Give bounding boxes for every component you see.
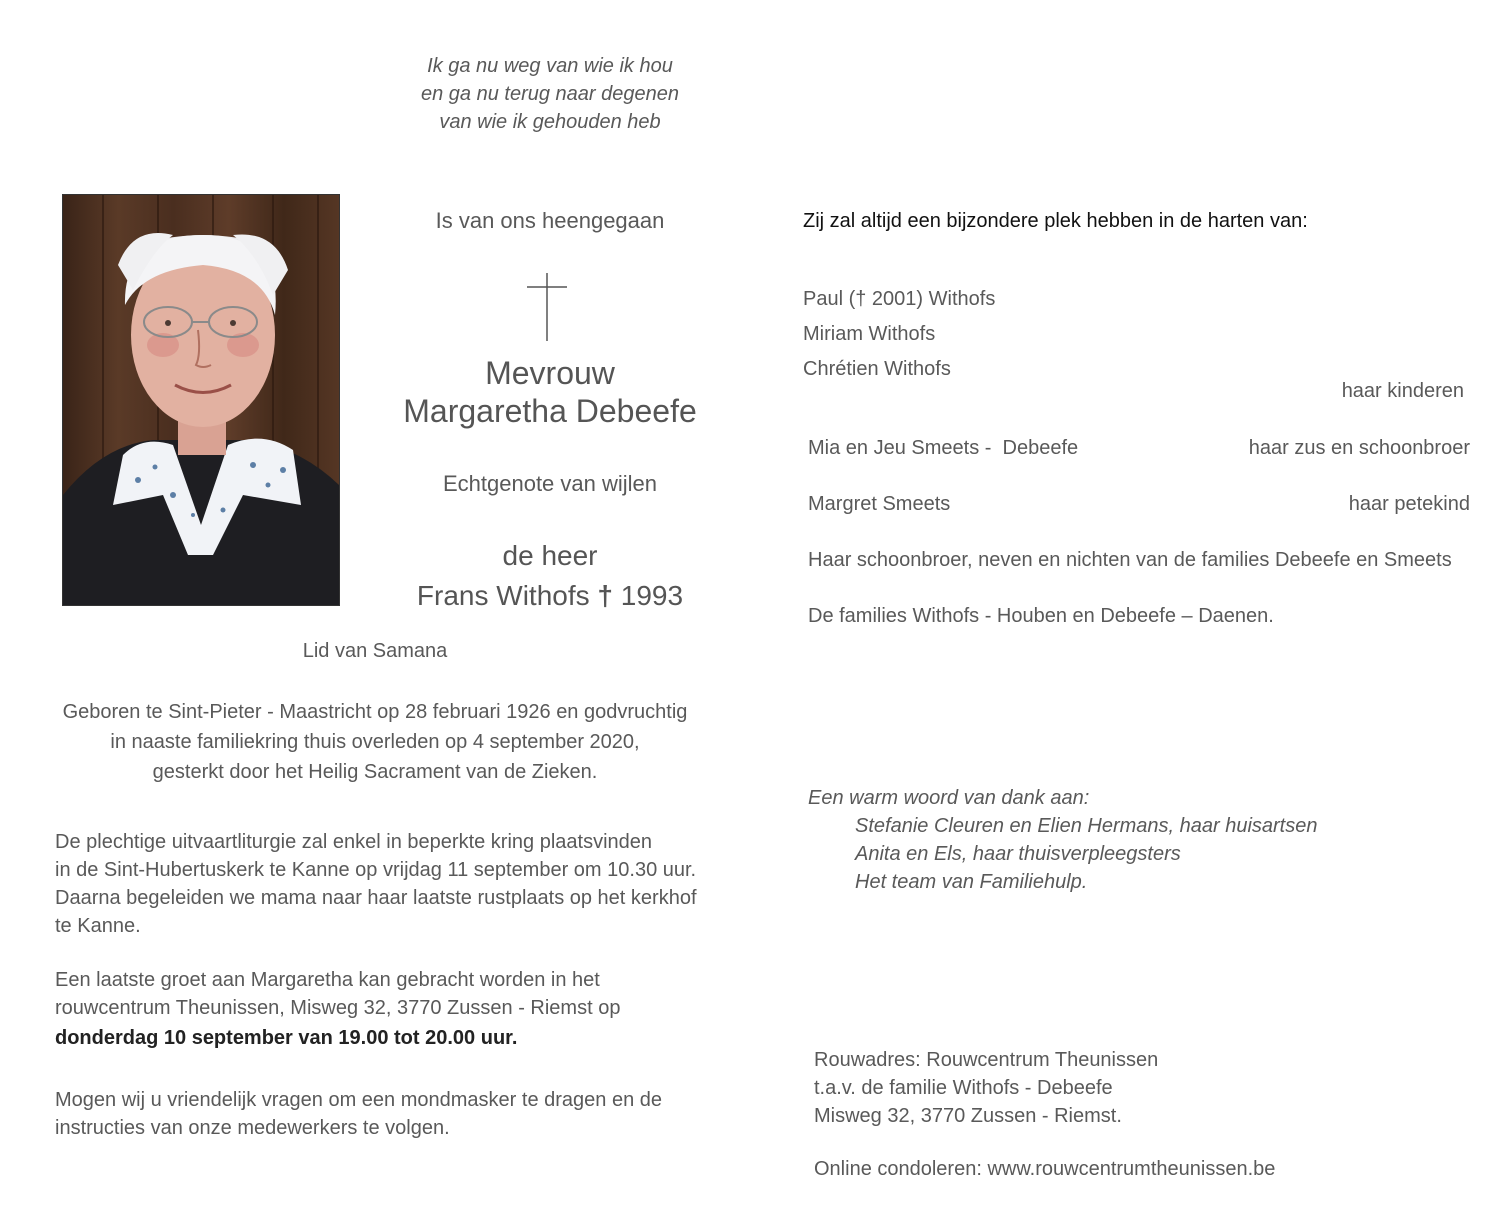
children-list	[803, 282, 1483, 387]
thanks-line: Het team van Familiehulp.	[855, 871, 1088, 893]
address-line: t.a.v. de familie Withofs - Debeefe	[814, 1077, 1113, 1099]
text-line: Mogen wij u vriendelijk vragen om een mondmasker te dragen en de	[55, 1089, 663, 1111]
spouse-intro: Echtgenote van wijlen	[442, 471, 658, 496]
text-line: rouwcentrum Theunissen, Misweg 32, 3770 Zussen - Riemst op	[55, 997, 621, 1019]
mourning-address	[814, 1046, 1158, 1130]
birth-death-text	[20, 697, 730, 787]
list-item: Chrétien Withofs	[803, 358, 951, 380]
list-item: Miriam Withofs	[803, 323, 936, 345]
spouse-block	[350, 536, 750, 616]
text-line: Een laatste groet aan Margaretha kan gebracht worden in het	[55, 969, 600, 991]
extended-family: Haar schoonbroer, neven en nichten van de families Debeefe en Smeets	[808, 549, 1452, 571]
poem-line: Ik ga nu weg van wie ik hou	[427, 55, 673, 77]
godchild-name: Margret Smeets	[808, 493, 951, 515]
cross-icon	[526, 273, 568, 346]
sister-row	[808, 437, 1470, 460]
sister-name: Mia en Jeu Smeets - Debeefe	[808, 437, 1079, 459]
text-line: Geboren te Sint-Pieter - Maastricht op 28 februari 1926 en godvruchtig	[62, 701, 688, 723]
thanks-block	[808, 784, 1317, 896]
deceased-name: Margaretha Debeefe	[403, 393, 697, 429]
text-line: in naaste familiekring thuis overleden op 4 september 2020,	[110, 731, 640, 753]
online-condolence	[814, 1158, 1275, 1181]
text-line: te Kanne.	[55, 915, 141, 937]
portrait-illustration	[63, 195, 339, 605]
thanks-line: Stefanie Cleuren en Elien Hermans, haar huisartsen	[855, 815, 1318, 837]
text-line: De plechtige uitvaartliturgie zal enkel in beperkte kring plaatsvinden	[55, 831, 653, 853]
visitation-paragraph	[55, 966, 755, 1052]
condolence-link[interactable]: www.rouwcentrumtheunissen.be	[987, 1158, 1276, 1180]
membership: Lid van Samana	[302, 640, 448, 662]
spouse-name-line	[350, 576, 750, 616]
deceased-title: Mevrouw	[485, 355, 615, 391]
spouse-name: Frans Withofs	[416, 580, 590, 611]
text-line: in de Sint-Hubertuskerk te Kanne op vrijdag 11 september om 10.30 uur.	[55, 859, 697, 881]
online-label: Online condoleren:	[814, 1158, 988, 1180]
poem-line: en ga nu terug naar degenen	[421, 83, 679, 105]
godchild-row	[808, 493, 1470, 516]
address-line: Misweg 32, 3770 Zussen - Riemst.	[814, 1105, 1122, 1127]
spouse-title: de heer	[502, 540, 598, 571]
poem-line: van wie ik gehouden heb	[439, 111, 661, 133]
children-role: haar kinderen	[1341, 380, 1464, 402]
visitation-time: donderdag 10 september van 19.00 tot 20.00 uur.	[55, 1027, 518, 1049]
passed-away-line: Is van ons heengegaan	[435, 208, 665, 233]
families-line: De families Withofs - Houben en Debeefe – Daenen.	[808, 605, 1274, 627]
text-line: Daarna begeleiden we mama naar haar laatste rustplaats op het kerkhof	[55, 887, 697, 909]
spouse-death-year: 1993	[620, 580, 684, 611]
deceased-name-block	[350, 354, 750, 430]
thanks-intro: Een warm woord van dank aan:	[808, 787, 1090, 809]
list-item: Paul († 2001) Withofs	[803, 288, 996, 310]
portrait-photo	[62, 194, 340, 606]
family-intro: Zij zal altijd een bijzondere plek hebben in de harten van:	[803, 210, 1308, 232]
funeral-paragraph	[55, 828, 755, 940]
mask-paragraph	[55, 1086, 755, 1142]
text-line: gesterkt door het Heilig Sacrament van de Zieken.	[152, 761, 598, 783]
dagger-icon: †	[597, 580, 613, 611]
text-line: instructies van onze medewerkers te volgen.	[55, 1117, 450, 1139]
godchild-role: haar petekind	[1348, 493, 1470, 515]
address-line: Rouwadres: Rouwcentrum Theunissen	[814, 1049, 1159, 1071]
poem	[300, 52, 800, 136]
thanks-line: Anita en Els, haar thuisverpleegsters	[855, 843, 1181, 865]
sister-role: haar zus en schoonbroer	[1248, 437, 1470, 459]
